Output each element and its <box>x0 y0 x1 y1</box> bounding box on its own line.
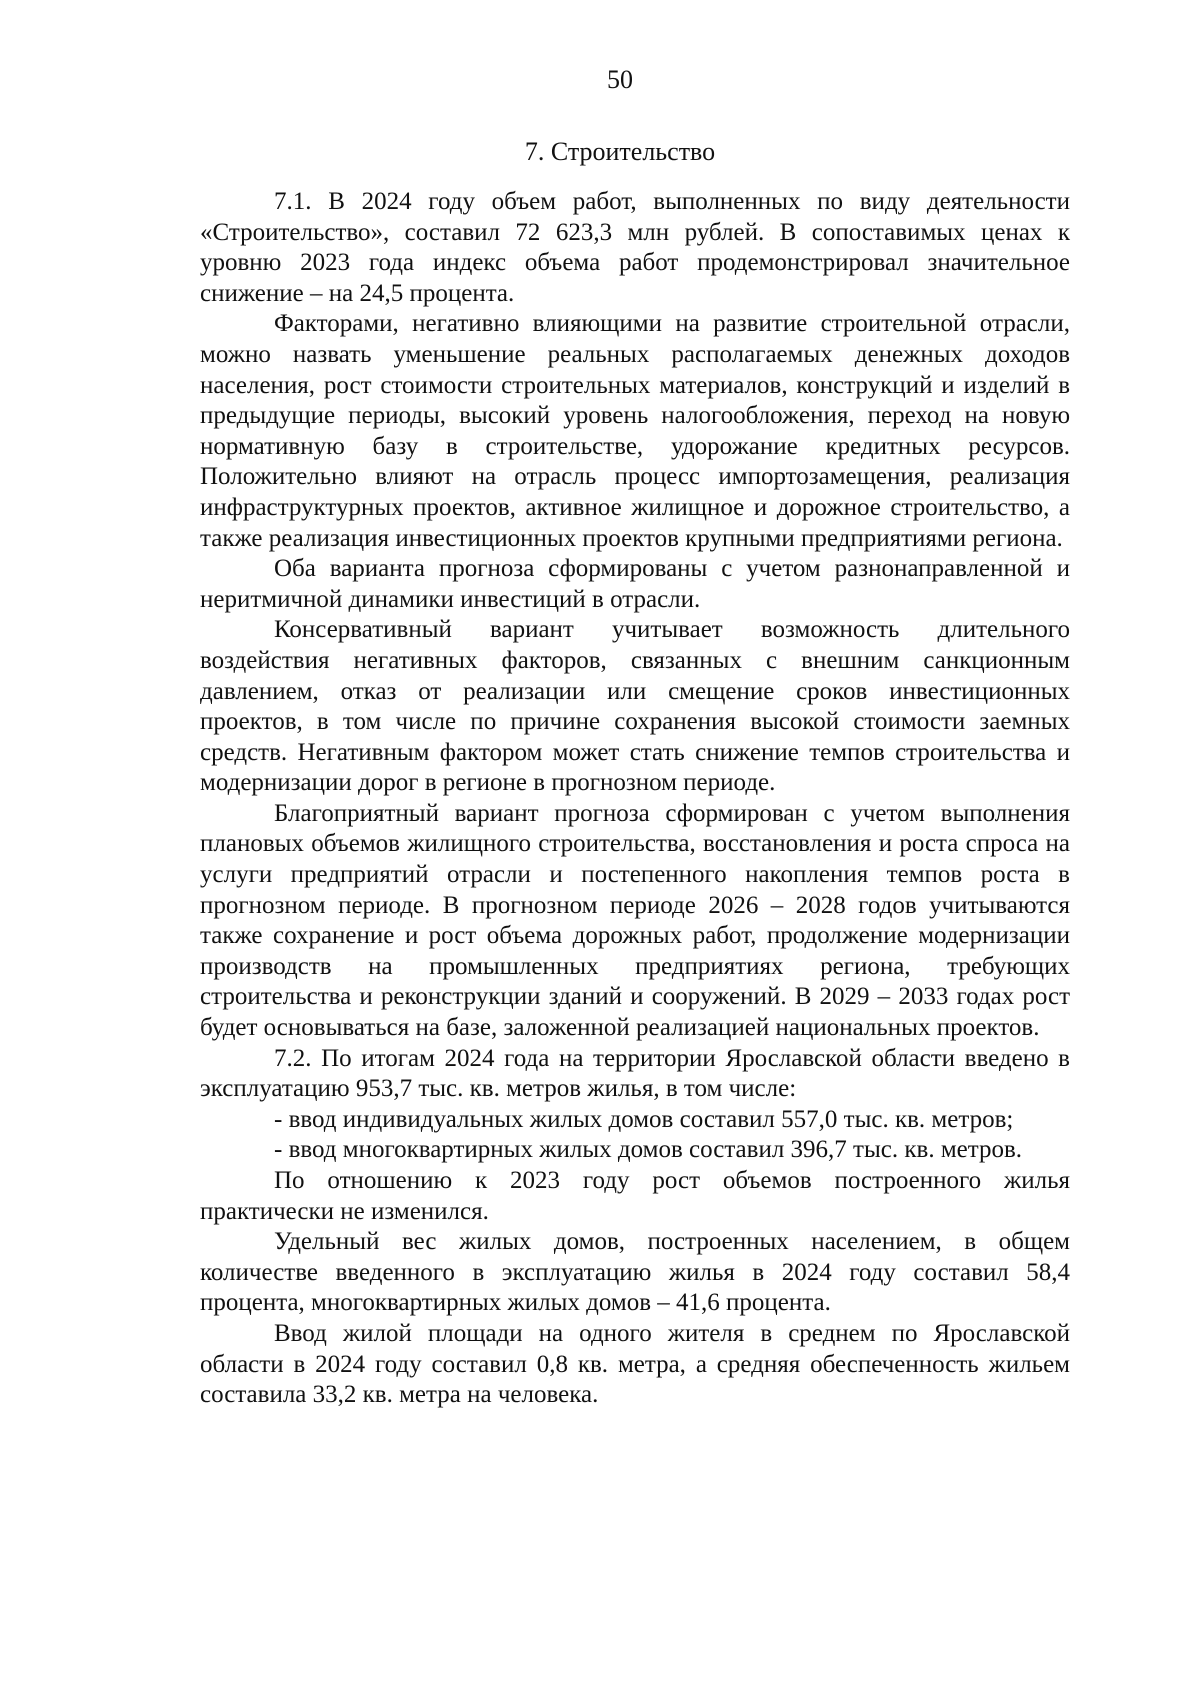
section-title: 7. Строительство <box>524 137 716 166</box>
paragraph-7-2-housing-commissioned: 7.2. По итогам 2024 года на территории Ярославской области введено в эксплуатацию 953,7 тыс. кв. метров жилья, в том числе: <box>200 1044 1070 1103</box>
paragraph-per-capita-housing: Ввод жилой площади на одного жителя в среднем по Ярославской области в 2024 году составил 0,8 кв. метра, а средняя обеспеченность жильем составила 33,2 кв. метра на человека. <box>200 1319 1070 1409</box>
paragraph-forecast-variants: Оба варианта прогноза сформированы с учетом разнонаправленной и неритмичной динамики инвестиций в отрасли. <box>200 555 1070 613</box>
paragraph-share-of-houses: Удельный вес жилых домов, построенных населением, в общем количестве введенного в эксплуатацию жилья в 2024 году составил 58,4 процента, многоквартирных жилых домов – 41,6 процента. <box>200 1228 1070 1317</box>
paragraph-conservative-variant: Консервативный вариант учитывает возможность длительного воздействия негативных факторов, связанных с внешним санкционным давлением, отказ от реализации или смещение сроков инвестиционных проектов, в том числе по причине сохранения высокой стоимости заемных средств. Негативным фактором может стать снижение темпов строительства и модернизации дорог в регионе в прогнозном периоде. <box>200 616 1070 797</box>
paragraph-comparison-2023: По отношению к 2023 году рост объемов построенного жилья практически не изменился. <box>200 1167 1070 1225</box>
page-number: 50 <box>607 65 633 94</box>
paragraph-7-1-construction-volume: 7.1. В 2024 году объем работ, выполненных по виду деятельности «Строительство», составил 72 623,3 млн рублей. В сопоставимых ценах к уровню 2023 года индекс объема работ продемонстрировал значительное снижение – на 24,5 процента. <box>200 188 1070 307</box>
list-item-apartment-buildings: - ввод многоквартирных жилых домов составил 396,7 тыс. кв. метров. <box>274 1136 1023 1164</box>
document-body <box>200 187 1070 1411</box>
paragraph-negative-factors: Факторами, негативно влияющими на развитие строительной отрасли, можно назвать уменьшение реальных располагаемых денежных доходов населения, рост стоимости строительных материалов, конструкций и изделий в предыдущие периоды, высокий уровень налогообложения, переход на новую нормативную базу в строительстве, удорожание кредитных ресурсов. Положительно влияют на отрасль процесс импортозамещения, реализация инфраструктурных проектов, активное жилищное и дорожное строительство, а также реализация инвестиционных проектов крупными предприятиями региона. <box>200 310 1070 552</box>
paragraph-favorable-variant: Благоприятный вариант прогноза сформирован с учетом выполнения плановых объемов жилищного строительства, восстановления и роста спроса на услуги предприятий отрасли и постепенного накопления темпов роста в прогнозном периоде. В прогнозном периоде 2026 – 2028 годов учитываются также сохранение и рост объема дорожных работ, продолжение модернизации производств на промышленных предприятиях региона, требующих строительства и реконструкции зданий и сооружений. В 2029 – 2033 годах рост будет основываться на базе, заложенной реализацией национальных проектов. <box>200 799 1070 1042</box>
list-item-individual-houses: - ввод индивидуальных жилых домов составил 557,0 тыс. кв. метров; <box>274 1105 1014 1133</box>
